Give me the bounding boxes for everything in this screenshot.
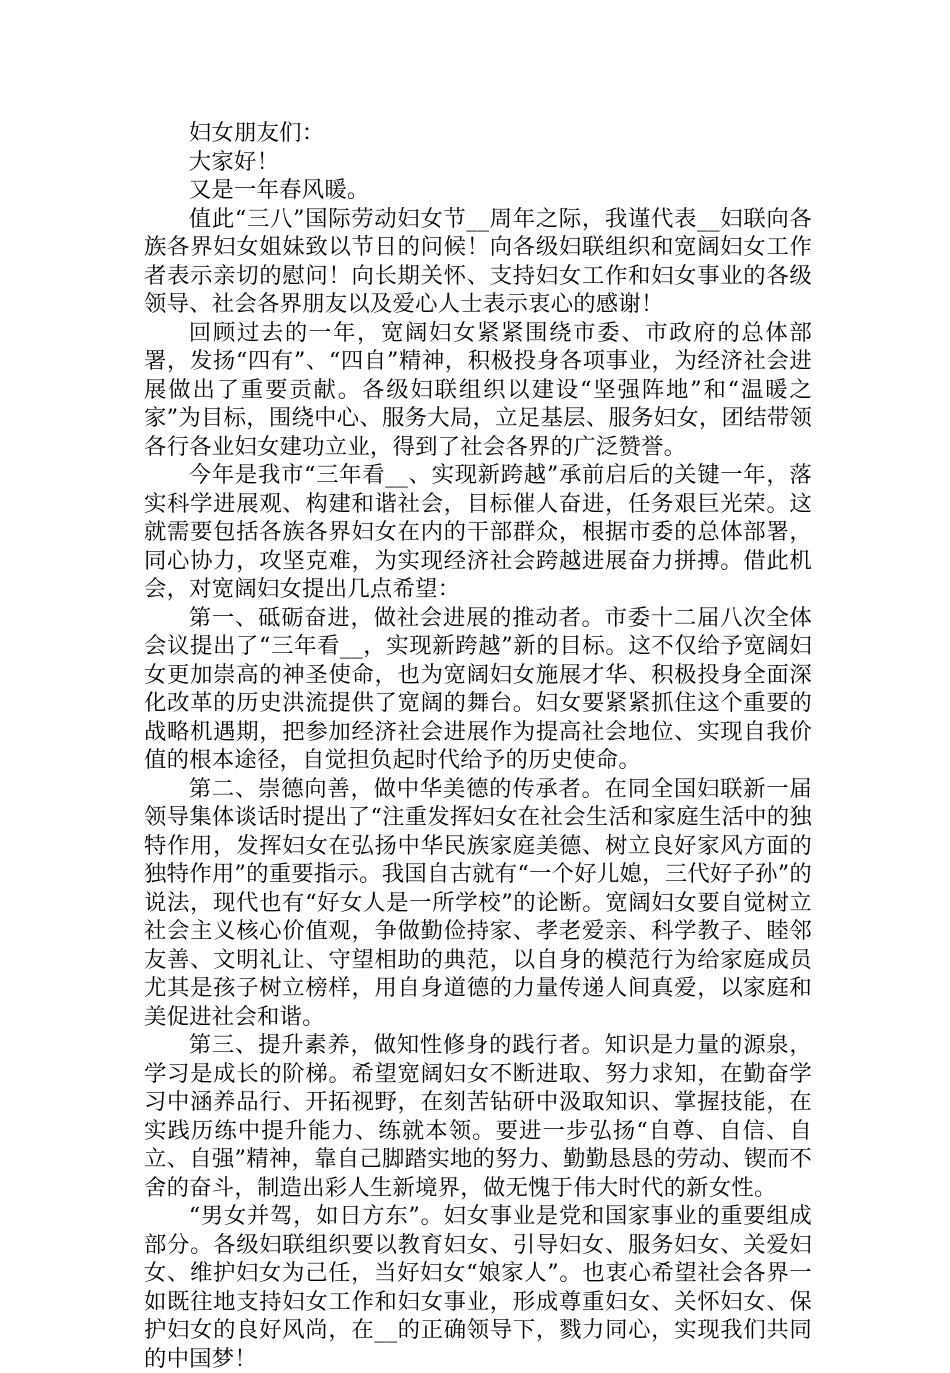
paragraph-closing: “男女并驾，如日方东”。妇女事业是党和国家事业的重要组成部分。各级妇联组织要以教育妇女、引导妇女、服务妇女、关爱妇女、维护妇女为己任，当好妇女“娘家人”。也衷心希望社会各界一如既往地支持妇女工作和妇女事业，形成尊重妇女、关怀妇女、保护妇女的良好风尚，在__的正确领导下，戮力同心，实现我们共同的中国梦！ bbox=[144, 1203, 812, 1372]
document-page bbox=[144, 119, 812, 1373]
paragraph-this-year: 今年是我市“三年看__、实现新跨越”承前启后的关键一年，落实科学进展观、构建和谐社会，目标催人奋进，任务艰巨光荣。这就需要包括各族各界妇女在内的干部群众，根据市委的总体部署，同心协力，攻坚克难，为实现经济社会跨越进展奋力拼搏。借此机会，对宽阔妇女提出几点希望： bbox=[144, 462, 812, 602]
greeting: 大家好！ bbox=[188, 148, 280, 175]
opening-line: 又是一年春风暖。 bbox=[188, 177, 370, 203]
paragraph-second-hope: 第二、崇德向善，做中华美德的传承者。在同全国妇联新一届领导集体谈话时提出了“注重发挥妇女在社会生活和家庭生活中的独特作用，发挥妇女在弘扬中华民族家庭美德、树立良好家风方面的独特作用”的重要指示。我国自古就有“一个好儿媳，三代好子孙”的说法，现代也有“好女人是一所学校”的论断。宽阔妇女要自觉树立社会主义核心价值观，争做勤俭持家、孝老爱亲、科学教子、睦邻友善、文明礼让、守望相助的典范，以自身的模范行为给家庭成员尤其是孩子树立榜样，用自身道德的力量传递人间真爱，以家庭和美促进社会和谐。 bbox=[144, 775, 812, 1030]
salutation: 妇女朋友们： bbox=[188, 120, 325, 146]
paragraph-third-hope: 第三、提升素养，做知性修身的践行者。知识是力量的源泉，学习是成长的阶梯。希望宽阔妇女不断进取、努力求知，在勤奋学习中涵养品行、开拓视野，在刻苦钻研中汲取知识、掌握技能，在实践历练中提升能力、练就本领。要进一步弘扬“自尊、自信、自立、自强”精神，靠自己脚踏实地的努力、勤勤恳恳的劳动、锲而不舍的奋斗，制造出彩人生新境界，做无愧于伟大时代的新女性。 bbox=[144, 1032, 812, 1201]
paragraph-festival-greetings: 值此“三八”国际劳动妇女节__周年之际，我谨代表__妇联向各族各界妇女姐妹致以节日的问候！向各级妇联组织和宽阔妇女工作者表示亲切的慰问！向长期关怀、支持妇女工作和妇女事业的各级领导、社会各界朋友以及爱心人士表示衷心的感谢！ bbox=[144, 205, 812, 317]
paragraph-review: 回顾过去的一年，宽阔妇女紧紧围绕市委、市政府的总体部署，发扬“四有”、“四自”精神，积极投身各项事业，为经济社会进展做出了重要贡献。各级妇联组织以建设“坚强阵地”和“温暖之家”为目标，围绕中心、服务大局，立足基层、服务妇女，团结带领各行各业妇女建功立业，得到了社会各界的广泛赞誉。 bbox=[144, 319, 812, 460]
paragraph-first-hope: 第一、砥砺奋进，做社会进展的推动者。市委十二届八次全体会议提出了“三年看__，实现新跨越”新的目标。这不仅给予宽阔妇女更加崇高的神圣使命，也为宽阔妇女施展才华、积极投身全面深化改革的历史洪流提供了宽阔的舞台。妇女要紧紧抓住这个重要的战略机遇期，把参加经济社会进展作为提高社会地位、实现自我价值的根本途径，自觉担负起时代给予的历史使命。 bbox=[144, 604, 812, 773]
